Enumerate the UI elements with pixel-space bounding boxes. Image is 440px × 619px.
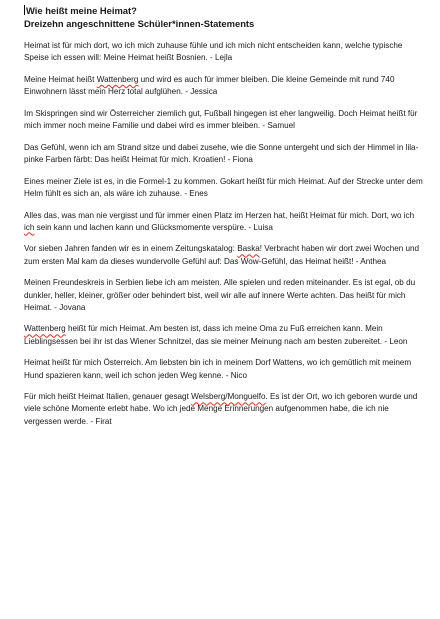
document-title [24,4,426,30]
statement-text: Alles das, was man nie vergisst und für immer einen Platz im Herzen hat, heißt Heimat für mich. Dort, wo ich [24,210,415,220]
statement-paragraph [24,74,426,98]
statement-paragraph [24,210,426,234]
statement-text: Meinen Freundeskreis in Serbien liebe ich am meisten. Alle spielen und reden miteinander. Es ist egal, ob du dunkler, heller, kleiner, größer oder behindert bist, weil wir alle auf innere Werte achten. Das heißt für mich Heimat. - Jovana [24,278,416,312]
title-line-1: Wie heißt meine Heimat? [26,5,137,16]
statement-text: Heimat ist für mich dort, wo ich mich zuhause fühle und ich mich nicht entscheiden kann, welche typische Speise ich essen will: Meine Heimat heißt Bosnien. - Lejla [24,41,403,63]
statement-paragraph [24,243,426,267]
statement-paragraph [24,142,426,166]
statement-paragraph [24,40,426,64]
statement-text: Meine Heimat heißt [24,74,97,84]
statement-paragraph [24,391,426,428]
statement-text: sein kann und lachen kann und Glücksmomente verspüre. - Luisa [34,222,273,232]
statement-text: . Es ist der Ort, wo ich geboren wurde und viele schöne Momente erlebt habe. Wo ich jede Menge Erinnerungen aufgenommen habe, die ich nie vergessen werde. - Firat [24,392,418,426]
statement-text: Für mich heißt Heimat Italien, genauer gesagt [24,392,192,402]
statement-paragraph [24,357,426,381]
statement-text: Vor sieben Jahren fanden wir es in einem Zeitungskatalog: [24,244,238,254]
statement-text: Eines meiner Ziele ist es, in die Formel-1 zu kommen. Gokart heißt für mich Heimat. Auf der Strecke unter dem Helm fühlt es sich an, als wäre ich zuhause. - Enes [24,176,423,198]
statement-text: Im Skispringen sind wir Österreicher ziemlich gut, Fußball hingegen ist eher langweilig. Doch Heimat heißt für mich immer noch meine Familie und dabei wird es immer bleiben. - Samuel [24,108,418,131]
statement-text: Heimat heißt für mich Österreich. Am liebsten bin ich in meinem Dorf Wattens, wo ich gemütlich mit meinem Hund spazieren kann, weil ich schon jeden Weg kenne. - Nico [24,358,412,380]
misspelled-word: Welsberg/Monguelfo [191,392,266,402]
misspelled-word: Wattenberg [96,74,139,84]
title-line-2: Dreizehn angeschnittene Schüler*innen-Statements [24,18,255,29]
statement-paragraph [24,108,426,132]
statement-paragraph [24,277,426,314]
statement-paragraph [24,323,426,347]
statement-paragraph [24,176,426,200]
statement-text: ! Verbracht haben wir dort zwei Wochen und zum ersten Mal kam da dieses wundervolle Gefühl auf: Das Wow-Gefühl, das Heimat heißt! - Anthea [24,244,420,266]
text-cursor [24,5,25,15]
misspelled-word: Baska [237,244,260,254]
statement-list [24,40,426,428]
statement-text: heißt für mich Heimat. Am besten ist, dass ich meine Oma zu Fuß erreichen kann. Mein Lieblingsessen bei ihr ist das Wiener Schnitzel, das sie meiner Meinung nach am besten zubereitet. - Leon [24,324,408,346]
misspelled-word: ich [24,222,35,232]
statement-text: Das Gefühl, wenn ich am Strand sitze und dabei zusehe, wie die Sonne untergeht und sich der Himmel in lila-pinke Farben färbt: Das heißt Heimat für mich. Kroatien! - Fiona [24,142,419,164]
statement-text: und wird es auch für immer bleiben. Die kleine Gemeinde mit rund 740 Einwohnern lässt mein Herz total aufglühen. - Jessica [24,74,395,97]
misspelled-word: Wattenberg [24,324,66,334]
